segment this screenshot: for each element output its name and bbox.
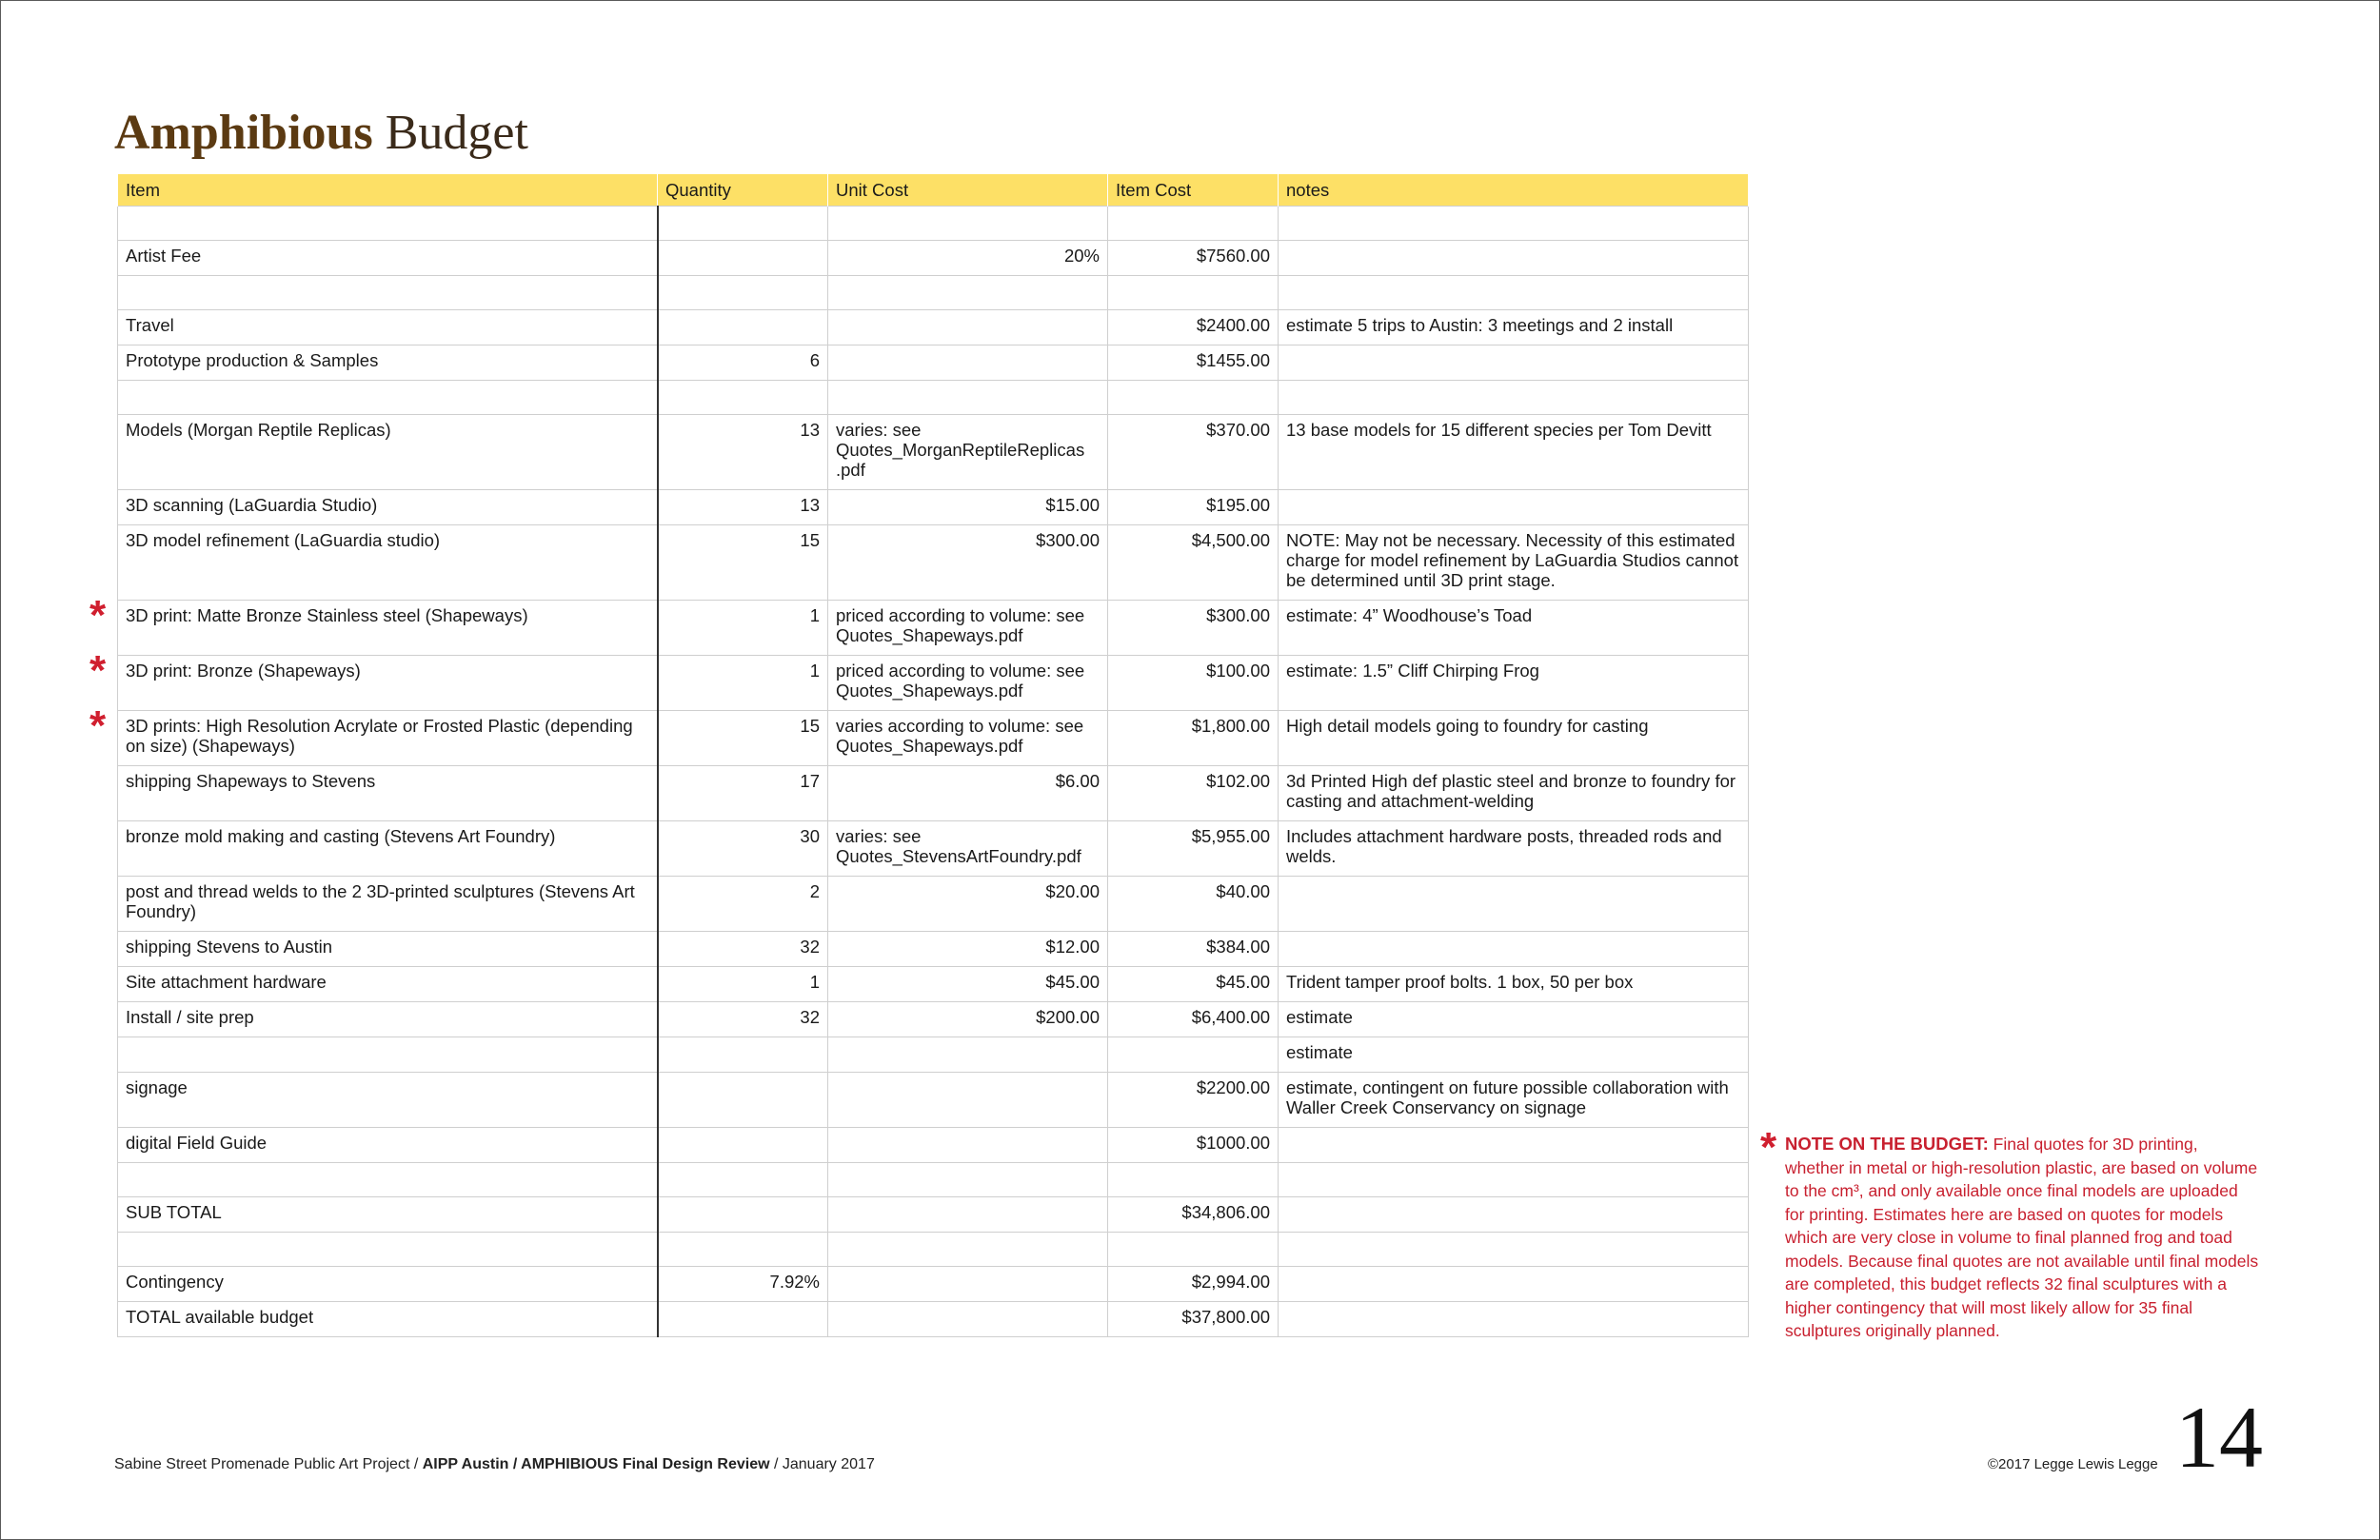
cell-item <box>89 647 658 711</box>
cell-notes <box>1279 1073 1749 1128</box>
cell-item-text: signage <box>126 1077 188 1097</box>
cell-notes <box>1279 310 1749 346</box>
cell-notes <box>1279 415 1749 490</box>
cell-notes <box>1279 1128 1749 1163</box>
cell-quantity <box>658 1073 828 1128</box>
cell-quantity-text: 7.92% <box>769 1272 820 1292</box>
cell-unit-cost-text: varies: see Quotes_MorganReptileReplicas .pdf <box>836 420 1085 480</box>
cell-item-cost-text: $100.00 <box>1206 661 1270 681</box>
cell-item-cost <box>1108 381 1279 415</box>
cell-notes <box>1279 766 1749 821</box>
asterisk-icon: * <box>89 647 107 694</box>
cell-item-cost <box>1108 656 1279 711</box>
cell-unit-cost-text: $200.00 <box>1036 1007 1100 1027</box>
cell-quantity <box>658 310 828 346</box>
cell-item-cost <box>1108 1073 1279 1128</box>
cell-unit-cost <box>828 1267 1108 1302</box>
cell-quantity <box>658 1037 828 1073</box>
table-row <box>118 1233 1749 1267</box>
cell-unit-cost <box>828 1037 1108 1073</box>
cell-quantity <box>658 241 828 276</box>
cell-item-text: Site attachment hardware <box>126 972 327 992</box>
table-row <box>118 490 1749 525</box>
cell-item <box>118 877 658 932</box>
cell-item-text: SUB TOTAL <box>126 1202 222 1222</box>
cell-notes-text: 3d Printed High def plastic steel and bronze to foundry for casting and attachment-welding <box>1286 771 1736 811</box>
cell-quantity <box>658 1128 828 1163</box>
cell-quantity <box>658 525 828 601</box>
cell-unit-cost <box>828 711 1108 766</box>
cell-notes-text: estimate: 4” Woodhouse’s Toad <box>1286 605 1533 625</box>
cell-item-text: bronze mold making and casting (Stevens Art Foundry) <box>126 826 556 846</box>
cell-unit-cost <box>828 1233 1108 1267</box>
cell-notes-text: High detail models going to foundry for casting <box>1286 716 1649 736</box>
cell-item-cost <box>1108 1002 1279 1037</box>
cell-unit-cost <box>828 310 1108 346</box>
cell-item-cost <box>1108 967 1279 1002</box>
cell-quantity <box>658 1302 828 1337</box>
cell-unit-cost <box>828 601 1108 656</box>
footer-credit <box>114 1456 875 1473</box>
cell-item <box>118 207 658 241</box>
table-row <box>118 1002 1749 1037</box>
header-quantity: Quantity <box>658 174 828 207</box>
header-item: Item <box>118 174 658 207</box>
cell-notes-text: estimate <box>1286 1007 1353 1027</box>
cell-notes <box>1279 656 1749 711</box>
cell-unit-cost <box>828 821 1108 877</box>
table-row <box>118 276 1749 310</box>
cell-item-cost-text: $195.00 <box>1206 495 1270 515</box>
cell-notes <box>1279 967 1749 1002</box>
table-row <box>118 1197 1749 1233</box>
cell-quantity <box>658 711 828 766</box>
cell-notes-text: estimate, contingent on future possible collaboration with Waller Creek Conservancy on signage <box>1286 1077 1729 1117</box>
cell-unit-cost-text: priced according to volume: see Quotes_Shapeways.pdf <box>836 661 1085 701</box>
cell-item <box>118 1163 658 1197</box>
cell-item <box>118 490 658 525</box>
table-row <box>118 346 1749 381</box>
cell-notes <box>1279 241 1749 276</box>
footer-review: AIPP Austin / AMPHIBIOUS Final Design Review <box>422 1456 770 1472</box>
cell-quantity <box>658 1267 828 1302</box>
cell-unit-cost-text: $12.00 <box>1045 937 1100 957</box>
cell-item-cost <box>1108 1302 1279 1337</box>
table-row <box>118 1037 1749 1073</box>
cell-notes <box>1279 207 1749 241</box>
cell-notes-text: estimate: 1.5” Cliff Chirping Frog <box>1286 661 1539 681</box>
cell-quantity <box>658 1163 828 1197</box>
cell-item-cost-text: $37,800.00 <box>1181 1307 1270 1327</box>
cell-item-text: Install / site prep <box>126 1007 254 1027</box>
cell-quantity <box>658 207 828 241</box>
cell-notes <box>1279 1037 1749 1073</box>
cell-item-cost-text: $4,500.00 <box>1191 530 1270 550</box>
cell-item-text: Artist Fee <box>126 246 202 266</box>
cell-item <box>118 241 658 276</box>
cell-item-text: 3D print: Matte Bronze Stainless steel (Shapeways) <box>126 605 528 625</box>
cell-item-cost-text: $102.00 <box>1206 771 1270 791</box>
header-notes: notes <box>1279 174 1749 207</box>
cell-notes-text: estimate <box>1286 1042 1353 1062</box>
cell-quantity-text: 32 <box>800 937 820 957</box>
cell-quantity <box>658 932 828 967</box>
cell-unit-cost <box>828 656 1108 711</box>
cell-unit-cost <box>828 346 1108 381</box>
cell-notes-text: 13 base models for 15 different species per Tom Devitt <box>1286 420 1712 440</box>
cell-quantity <box>658 821 828 877</box>
cell-item <box>89 702 658 766</box>
cell-quantity-text: 2 <box>809 881 820 901</box>
cell-quantity-text: 15 <box>800 716 820 736</box>
cell-quantity <box>658 381 828 415</box>
table-body <box>89 207 1749 1337</box>
table-row <box>118 1073 1749 1128</box>
cell-quantity <box>658 967 828 1002</box>
budget-table <box>89 174 1749 1337</box>
cell-unit-cost <box>828 415 1108 490</box>
cell-item-cost-text: $1455.00 <box>1196 350 1270 370</box>
cell-item <box>118 1002 658 1037</box>
table-row <box>118 1128 1749 1163</box>
cell-notes <box>1279 276 1749 310</box>
cell-quantity <box>658 346 828 381</box>
cell-quantity <box>658 276 828 310</box>
cell-item <box>118 1128 658 1163</box>
cell-item-cost <box>1108 241 1279 276</box>
cell-item <box>118 932 658 967</box>
cell-notes <box>1279 932 1749 967</box>
cell-item <box>118 821 658 877</box>
cell-quantity-text: 17 <box>800 771 820 791</box>
cell-notes <box>1279 490 1749 525</box>
cell-quantity <box>658 1233 828 1267</box>
cell-item <box>118 1302 658 1337</box>
cell-notes <box>1279 1197 1749 1233</box>
table-row <box>118 525 1749 601</box>
header-row <box>118 174 1749 207</box>
cell-item <box>118 766 658 821</box>
cell-item-cost <box>1108 276 1279 310</box>
cell-item-cost <box>1108 415 1279 490</box>
cell-unit-cost <box>828 490 1108 525</box>
cell-quantity <box>658 415 828 490</box>
cell-quantity <box>658 601 828 656</box>
cell-quantity <box>658 490 828 525</box>
cell-item <box>118 415 658 490</box>
cell-item-cost-text: $1,800.00 <box>1191 716 1270 736</box>
cell-item-cost-text: $2200.00 <box>1196 1077 1270 1097</box>
cell-item-text: shipping Stevens to Austin <box>126 937 333 957</box>
page-title <box>114 105 528 161</box>
cell-item-cost <box>1108 1037 1279 1073</box>
cell-quantity-text: 32 <box>800 1007 820 1027</box>
cell-item-text: shipping Shapeways to Stevens <box>126 771 376 791</box>
cell-item-cost-text: $5,955.00 <box>1191 826 1270 846</box>
cell-item-cost-text: $45.00 <box>1216 972 1270 992</box>
cell-item-cost-text: $40.00 <box>1216 881 1270 901</box>
cell-unit-cost <box>828 241 1108 276</box>
cell-quantity <box>658 656 828 711</box>
header-unit-cost: Unit Cost <box>828 174 1108 207</box>
table-row <box>118 207 1749 241</box>
table-row <box>118 601 1749 656</box>
cell-item-cost-text: $2400.00 <box>1196 315 1270 335</box>
cell-unit-cost <box>828 1163 1108 1197</box>
cell-item-text: 3D prints: High Resolution Acrylate or Frosted Plastic (depending on size) (Shapeways) <box>126 716 633 756</box>
cell-notes <box>1279 1302 1749 1337</box>
table-row <box>118 932 1749 967</box>
header-item-cost: Item Cost <box>1108 174 1279 207</box>
cell-item-cost <box>1108 877 1279 932</box>
cell-item-cost-text: $384.00 <box>1206 937 1270 957</box>
cell-notes <box>1279 1163 1749 1197</box>
cell-item-text: 3D print: Bronze (Shapeways) <box>126 661 361 681</box>
cell-quantity-text: 13 <box>800 495 820 515</box>
cell-unit-cost <box>828 1197 1108 1233</box>
table-row <box>118 1267 1749 1302</box>
cell-item-text: 3D model refinement (LaGuardia studio) <box>126 530 441 550</box>
cell-unit-cost <box>828 1002 1108 1037</box>
cell-unit-cost <box>828 381 1108 415</box>
note-body: Final quotes for 3D printing, whether in metal or high-resolution plastic, are based on volume to the cm³, and only available once final models are uploaded for printing. Estimates here are based on quotes for models which are very close in volume to final planned frog and toad models. Because final quotes are not available until final models are completed, this budget reflects 32 final sculptures with a higher contingency that will most likely allow for 35 final sculptures originally planned. <box>1785 1135 2259 1340</box>
note-asterisk: * <box>1760 1124 1777 1171</box>
cell-item-cost <box>1108 1163 1279 1197</box>
table-row <box>118 656 1749 711</box>
cell-item-cost <box>1108 932 1279 967</box>
cell-notes-text: Trident tamper proof bolts. 1 box, 50 per box <box>1286 972 1634 992</box>
cell-item-text: Models (Morgan Reptile Replicas) <box>126 420 391 440</box>
cell-unit-cost <box>828 766 1108 821</box>
cell-item <box>118 1197 658 1233</box>
cell-item-cost-text: $2,994.00 <box>1191 1272 1270 1292</box>
cell-item <box>118 310 658 346</box>
table-row <box>118 241 1749 276</box>
cell-item <box>118 1233 658 1267</box>
cell-item-cost <box>1108 1197 1279 1233</box>
cell-item-cost <box>1108 821 1279 877</box>
cell-item-cost <box>1108 601 1279 656</box>
cell-item <box>118 1037 658 1073</box>
cell-item-cost <box>1108 1128 1279 1163</box>
cell-unit-cost <box>828 276 1108 310</box>
cell-unit-cost-text: $45.00 <box>1045 972 1100 992</box>
cell-unit-cost-text: $300.00 <box>1036 530 1100 550</box>
budget-note <box>1760 1124 2261 1343</box>
cell-item-cost-text: $34,806.00 <box>1181 1202 1270 1222</box>
cell-item-cost <box>1108 310 1279 346</box>
footer-copyright: ©2017 Legge Lewis Legge <box>1988 1456 2158 1472</box>
cell-item-cost <box>1108 490 1279 525</box>
asterisk-icon: * <box>89 702 107 749</box>
cell-notes <box>1279 711 1749 766</box>
cell-quantity <box>658 877 828 932</box>
cell-item-cost-text: $7560.00 <box>1196 246 1270 266</box>
cell-item <box>118 1073 658 1128</box>
table-row <box>118 1302 1749 1337</box>
cell-unit-cost <box>828 525 1108 601</box>
cell-unit-cost-text: varies: see Quotes_StevensArtFoundry.pdf <box>836 826 1081 866</box>
cell-item <box>118 1267 658 1302</box>
note-heading: NOTE ON THE BUDGET: <box>1785 1134 1989 1154</box>
cell-item-cost <box>1108 711 1279 766</box>
cell-item-cost-text: $6,400.00 <box>1191 1007 1270 1027</box>
cell-notes-text: estimate 5 trips to Austin: 3 meetings and 2 install <box>1286 315 1674 335</box>
cell-item-cost-text: $1000.00 <box>1196 1133 1270 1153</box>
cell-unit-cost-text: $15.00 <box>1045 495 1100 515</box>
cell-unit-cost <box>828 1302 1108 1337</box>
cell-notes <box>1279 381 1749 415</box>
cell-quantity <box>658 1002 828 1037</box>
cell-unit-cost-text: $6.00 <box>1055 771 1100 791</box>
cell-item-cost-text: $300.00 <box>1206 605 1270 625</box>
cell-item-text: post and thread welds to the 2 3D-printed sculptures (Stevens Art Foundry) <box>126 881 635 921</box>
cell-quantity-text: 1 <box>809 605 820 625</box>
cell-quantity-text: 1 <box>809 661 820 681</box>
cell-item-cost <box>1108 346 1279 381</box>
cell-item <box>89 592 658 656</box>
cell-item-text: Prototype production & Samples <box>126 350 379 370</box>
cell-quantity <box>658 1197 828 1233</box>
cell-item-text: digital Field Guide <box>126 1133 268 1153</box>
cell-quantity-text: 1 <box>809 972 820 992</box>
cell-item-cost <box>1108 525 1279 601</box>
footer-date: / January 2017 <box>769 1456 875 1472</box>
cell-quantity-text: 30 <box>800 826 820 846</box>
title-bold: Amphibious <box>114 106 373 160</box>
table-row <box>118 1163 1749 1197</box>
cell-item <box>118 525 658 601</box>
cell-quantity <box>658 766 828 821</box>
cell-unit-cost-text: $20.00 <box>1045 881 1100 901</box>
cell-item <box>118 346 658 381</box>
cell-quantity-text: 6 <box>809 350 820 370</box>
cell-item-text: Contingency <box>126 1272 224 1292</box>
cell-notes <box>1279 525 1749 601</box>
table-row <box>118 877 1749 932</box>
cell-item-cost-text: $370.00 <box>1206 420 1270 440</box>
cell-item <box>118 381 658 415</box>
table-row <box>118 381 1749 415</box>
cell-unit-cost-text: varies according to volume: see Quotes_Shapeways.pdf <box>836 716 1084 756</box>
cell-item-cost <box>1108 766 1279 821</box>
cell-unit-cost <box>828 207 1108 241</box>
cell-notes <box>1279 1002 1749 1037</box>
cell-notes <box>1279 821 1749 877</box>
cell-notes <box>1279 601 1749 656</box>
cell-item-cost <box>1108 1233 1279 1267</box>
cell-unit-cost-text: 20% <box>1063 246 1100 266</box>
cell-notes <box>1279 877 1749 932</box>
cell-item-text: TOTAL available budget <box>126 1307 314 1327</box>
cell-unit-cost-text: priced according to volume: see Quotes_Shapeways.pdf <box>836 605 1085 645</box>
table-row <box>118 711 1749 766</box>
cell-item <box>118 276 658 310</box>
footer-project: Sabine Street Promenade Public Art Project / <box>114 1456 423 1472</box>
table-row <box>118 821 1749 877</box>
cell-unit-cost <box>828 1128 1108 1163</box>
cell-item-text: 3D scanning (LaGuardia Studio) <box>126 495 378 515</box>
cell-notes <box>1279 1267 1749 1302</box>
cell-unit-cost <box>828 967 1108 1002</box>
page-number: 14 <box>2175 1389 2263 1486</box>
cell-notes-text: Includes attachment hardware posts, threaded rods and welds. <box>1286 826 1722 866</box>
cell-unit-cost <box>828 932 1108 967</box>
table-row <box>118 415 1749 490</box>
cell-quantity-text: 15 <box>800 530 820 550</box>
table-row <box>118 967 1749 1002</box>
table-header <box>118 174 1749 207</box>
cell-notes <box>1279 1233 1749 1267</box>
table-row <box>118 310 1749 346</box>
asterisk-icon: * <box>89 592 107 639</box>
cell-item-text: Travel <box>126 315 174 335</box>
cell-quantity-text: 13 <box>800 420 820 440</box>
cell-unit-cost <box>828 1073 1108 1128</box>
cell-item <box>118 967 658 1002</box>
cell-item-cost <box>1108 1267 1279 1302</box>
cell-notes <box>1279 346 1749 381</box>
cell-notes-text: NOTE: May not be necessary. Necessity of this estimated charge for model refinement by LaGuardia Studios cannot be determined until 3D print stage. <box>1286 530 1739 590</box>
title-light: Budget <box>385 106 528 160</box>
cell-unit-cost <box>828 877 1108 932</box>
table-row <box>118 766 1749 821</box>
cell-item-cost <box>1108 207 1279 241</box>
